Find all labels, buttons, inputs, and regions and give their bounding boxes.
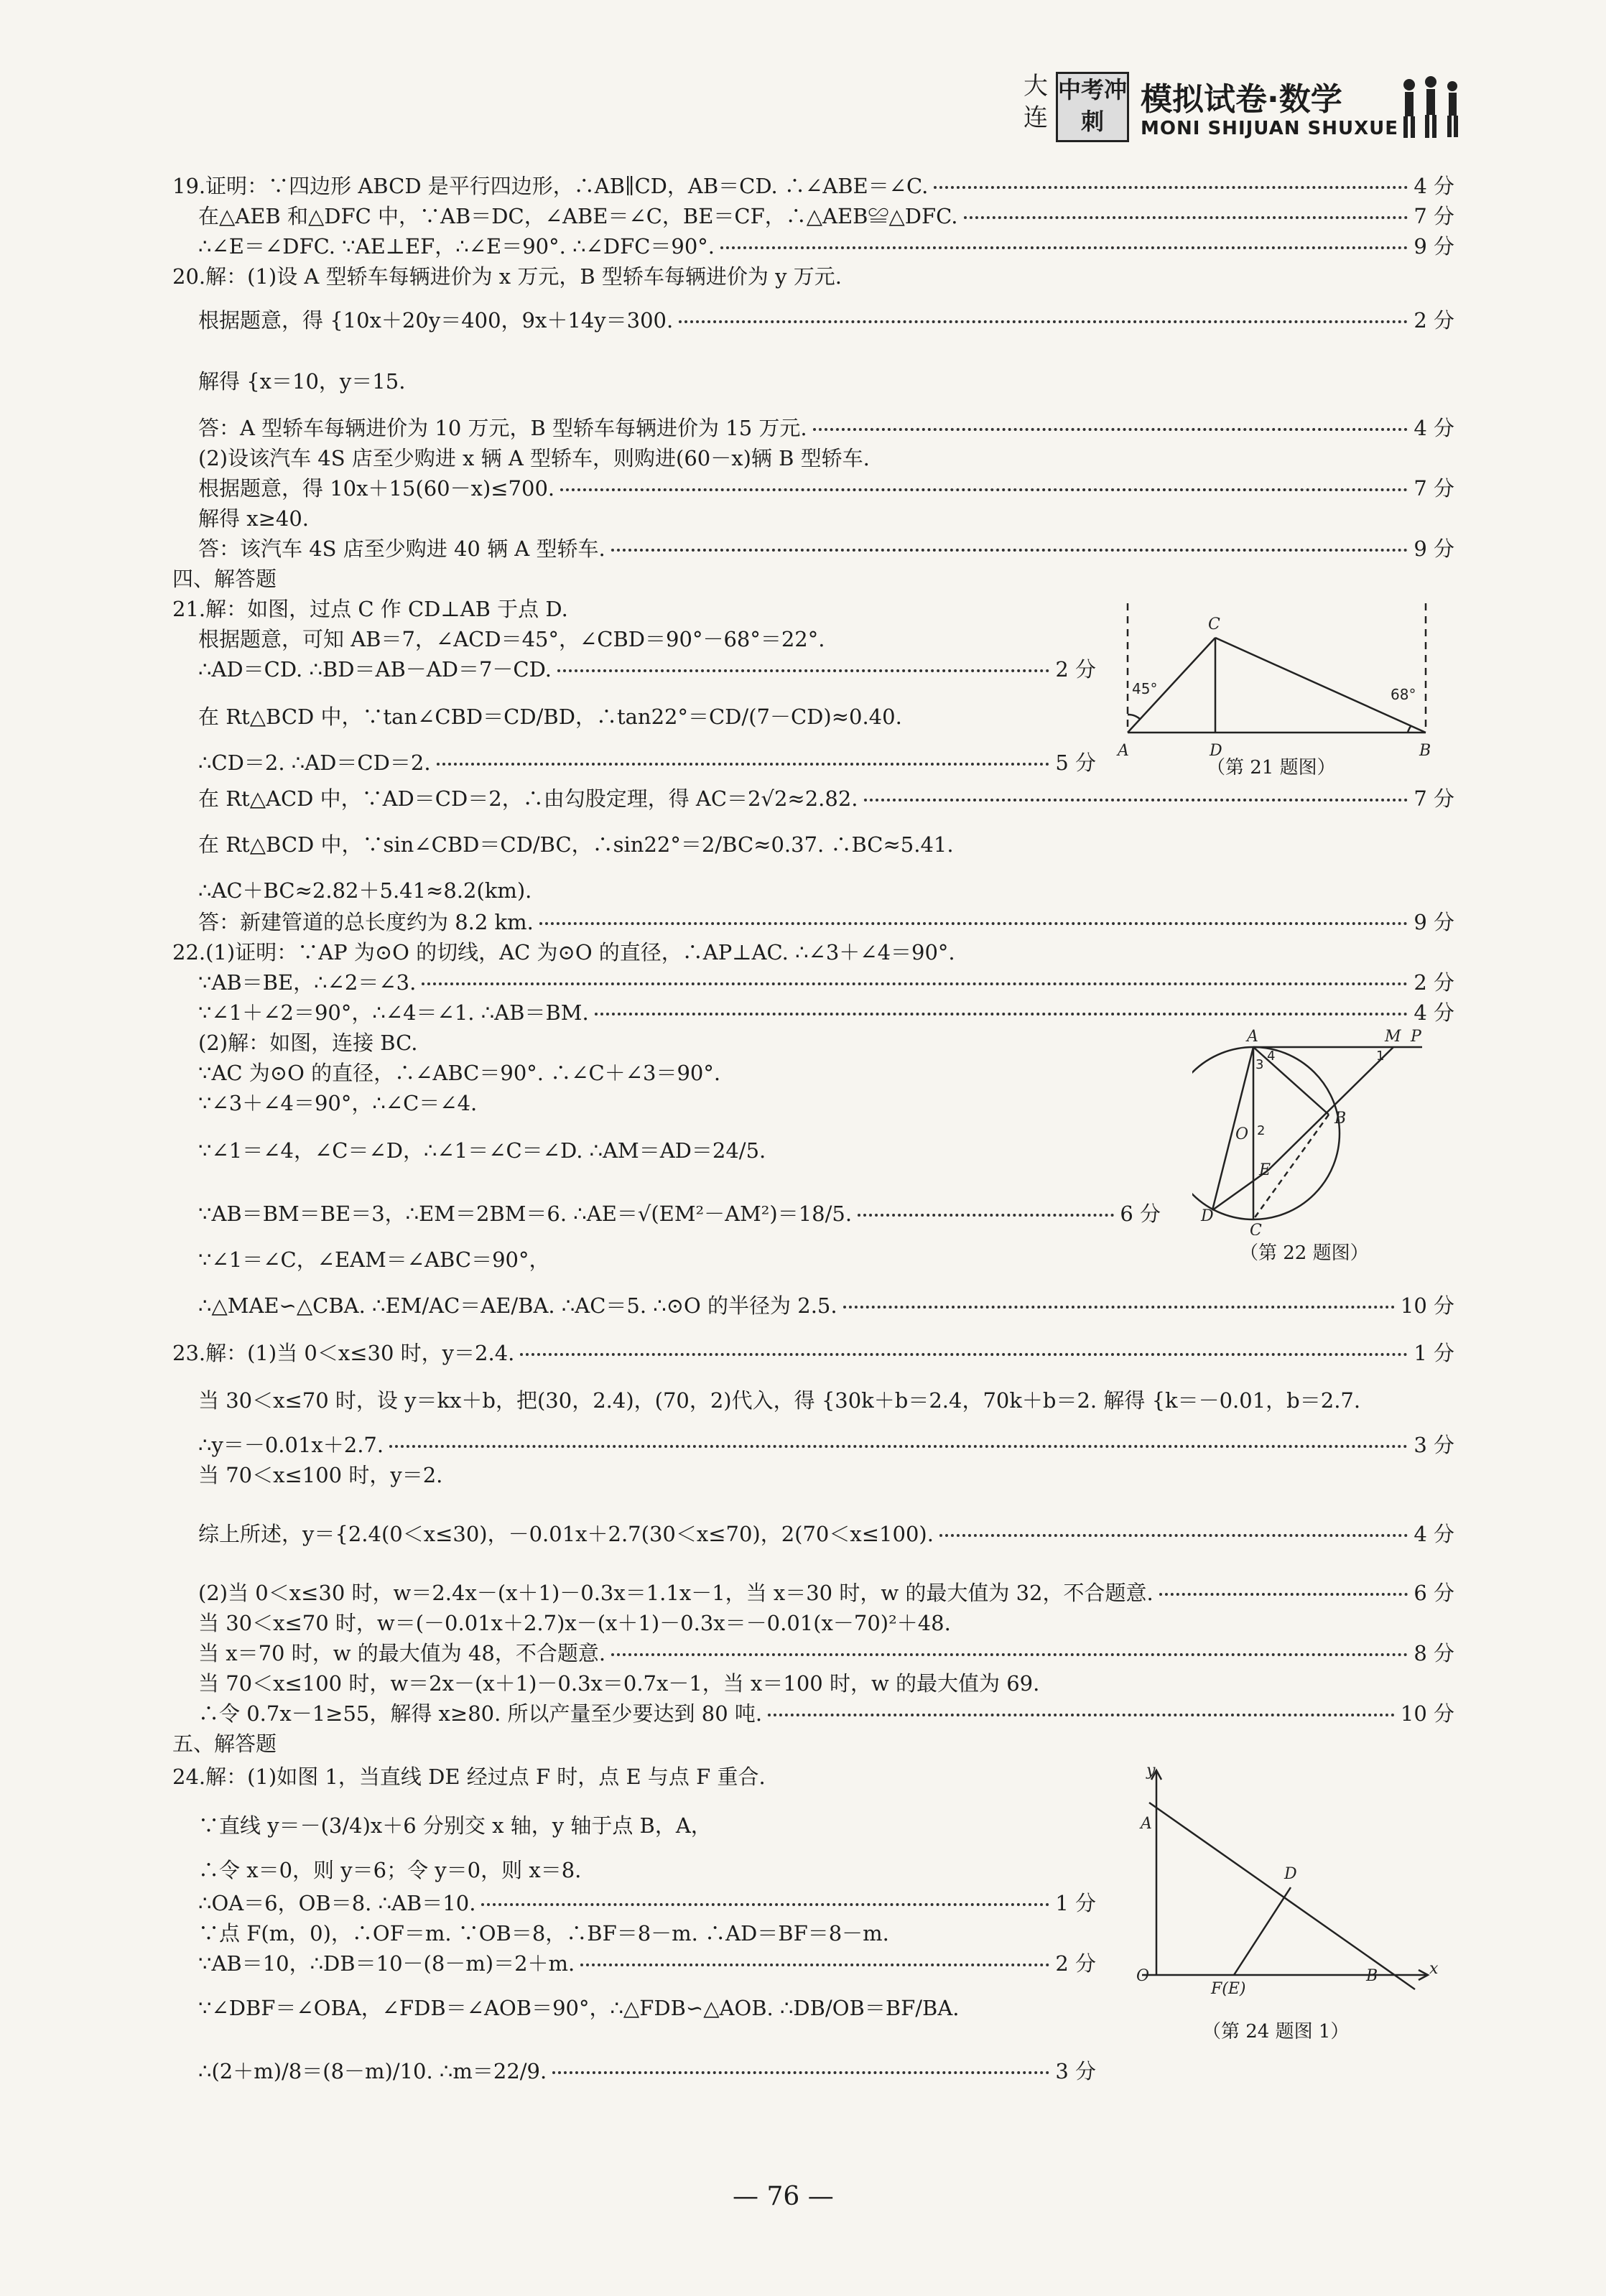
answer-line: 根据题意，得 10x＋15(60－x)≤700. 7 分 xyxy=(198,475,1454,501)
section-heading: 四、解答题 xyxy=(172,566,277,591)
label-a: A xyxy=(1141,1815,1152,1833)
section-heading: 五、解答题 xyxy=(172,1731,277,1756)
label-o: O xyxy=(1136,1967,1150,1985)
segment-fd xyxy=(1234,1887,1291,1975)
answer-line: ∴令 0.7x－1≥55，解得 x≥80. 所以产量至少要达到 80 吨. 10 分 xyxy=(198,1701,1454,1726)
circle-o xyxy=(1192,1047,1340,1219)
label-p: P xyxy=(1411,1028,1421,1046)
answer-line: ∵AB＝BE，∴∠2＝∠3. 2 分 xyxy=(198,970,1454,995)
label-angle-68: 68° xyxy=(1391,686,1416,703)
angle-a-arc xyxy=(1128,715,1141,720)
answer-line: 根据题意，可知 AB＝7，∠ACD＝45°，∠CBD＝90°－68°＝22°. xyxy=(198,626,825,651)
answer-line: ∵AB＝BM＝BE＝3，∴EM＝2BM＝6. ∴AE＝√(EM²－AM²)＝18/5. 6 分 xyxy=(198,1201,1161,1226)
answer-line: 当 30＜x≤70 时，w＝(－0.01x＋2.7)x－(x＋1)－0.3x＝－0.01(x－70)²＋48. xyxy=(198,1610,951,1635)
label-angle-4: 4 xyxy=(1267,1049,1276,1064)
segment-ab xyxy=(1253,1047,1329,1115)
answer-line: ∴AC＋BC≈2.82＋5.41≈8.2(km). xyxy=(198,878,532,903)
label-f: F(E) xyxy=(1211,1980,1246,1997)
answer-line: ∵∠1＝∠4，∠C＝∠D，∴∠1＝∠C＝∠D. ∴AM＝AD＝24/5. xyxy=(198,1138,766,1163)
answer-line: ∵点 F(m，0)，∴OF＝m. ∵OB＝8，∴BF＝8－m. ∴AD＝BF＝8－m. xyxy=(198,1920,889,1946)
answer-line: ∴OA＝6，OB＝8. ∴AB＝10. 1 分 xyxy=(198,1890,1096,1915)
answer-line: (2)当 0＜x≤30 时，w＝2.4x－(x＋1)－0.3x＝1.1x－1，当 x＝30 时，w 的最大值为 32，不合题意. 6 分 xyxy=(198,1580,1454,1605)
line-ab xyxy=(1149,1803,1415,1989)
answer-line: 解得 {x＝10，y＝15. xyxy=(198,368,406,394)
answer-line: 解得 x≥40. xyxy=(198,506,309,531)
answer-line: 24.解：(1)如图 1，当直线 DE 经过点 F 时，点 E 与点 F 重合. xyxy=(172,1764,766,1789)
label-angle-3: 3 xyxy=(1255,1057,1264,1072)
answer-line: (2)设该汽车 4S 店至少购进 x 辆 A 型轿车，则购进(60－x)辆 B 型轿车. xyxy=(198,445,870,470)
answer-line: ∵直线 y＝－(3/4)x＋6 分别交 x 轴，y 轴于点 B，A， xyxy=(198,1813,712,1838)
label-m: M xyxy=(1385,1028,1401,1046)
page-number: — 76 — xyxy=(733,2182,834,2211)
answer-line: 答：该汽车 4S 店至少购进 40 辆 A 型轿车. 9 分 xyxy=(198,536,1454,561)
answer-line: 21.解：如图，过点 C 作 CD⊥AB 于点 D. xyxy=(172,596,568,621)
answer-line: ∴y＝－0.01x＋2.7. 3 分 xyxy=(198,1432,1454,1457)
answer-line: ∴AD＝CD. ∴BD＝AB－AD＝7－CD. 2 分 xyxy=(198,656,1096,682)
figure-22-caption: （第 22 题图） xyxy=(1240,1242,1369,1264)
label-a: A xyxy=(1247,1028,1258,1046)
label-c: C xyxy=(1208,615,1220,633)
answer-line: ∵AB＝10，∴DB＝10－(8－m)＝2＋m. 2 分 xyxy=(198,1951,1096,1976)
segment-me xyxy=(1268,1047,1393,1171)
answer-line: 23.解：(1)当 0＜x≤30 时，y＝2.4. 1 分 xyxy=(172,1340,1454,1365)
label-c: C xyxy=(1250,1222,1262,1235)
label-angle-45: 45° xyxy=(1132,680,1158,697)
answer-line: 答：新建管道的总长度约为 8.2 km. 9 分 xyxy=(198,909,1454,934)
figure-22-diagram xyxy=(1192,1027,1451,1235)
figure-24-diagram xyxy=(1128,1760,1444,1997)
label-a: A xyxy=(1118,742,1129,760)
figure-24-caption: （第 24 题图 1） xyxy=(1202,2021,1350,2042)
label-b: B xyxy=(1419,742,1431,760)
label-angle-1: 1 xyxy=(1376,1049,1385,1064)
answer-line: ∴CD＝2. ∴AD＝CD＝2. 5 分 xyxy=(198,750,1096,775)
answer-line: ∴(2＋m)/8＝(8－m)/10. ∴m＝22/9. 3 分 xyxy=(198,2058,1096,2083)
label-angle-2: 2 xyxy=(1257,1123,1266,1138)
answer-line: 20.解：(1)设 A 型轿车每辆进价为 x 万元，B 型轿车每辆进价为 y 万元. xyxy=(172,264,842,289)
answer-line: ∵∠1＋∠2＝90°，∴∠4＝∠1. ∴AB＝BM. 4 分 xyxy=(198,1000,1454,1025)
label-d: D xyxy=(1201,1207,1214,1225)
label-e: E xyxy=(1259,1161,1271,1179)
answer-line: 当 70＜x≤100 时，w＝2x－(x＋1)－0.3x＝0.7x－1，当 x＝100 时，w 的最大值为 69. xyxy=(198,1670,1040,1696)
answer-line: ∴∠E＝∠DFC. ∵AE⊥EF，∴∠E＝90°. ∴∠DFC＝90°. 9 分 xyxy=(198,233,1454,259)
answer-line: 根据题意，得 {10x＋20y＝400，9x＋14y＝300. 2 分 xyxy=(198,307,1454,333)
figure-21-caption: （第 21 题图） xyxy=(1207,757,1336,778)
answer-line: (2)解：如图，连接 BC. xyxy=(198,1030,418,1055)
angle-b-arc xyxy=(1408,725,1411,733)
label-b: B xyxy=(1335,1110,1347,1128)
answer-line: 19.证明：∵四边形 ABCD 是平行四边形，∴AB∥CD，AB＝CD. ∴∠ABE＝∠C. 4 分 xyxy=(172,173,1454,198)
segment-cb xyxy=(1215,638,1426,733)
answer-line: ∵∠DBF＝∠OBA，∠FDB＝∠AOB＝90°，∴△FDB∽△AOB. ∴DB/OB＝BF/BA. xyxy=(198,1995,960,2020)
answer-line: ∴令 x＝0，则 y＝6；令 y＝0，则 x＝8. xyxy=(198,1857,582,1882)
header-subtitle: MONI SHIJUAN SHUXUE xyxy=(1141,118,1399,139)
answer-line: 22.(1)证明：∵AP 为⊙O 的切线，AC 为⊙O 的直径，∴AP⊥AC. ∴∠3＋∠4＝90°. xyxy=(172,939,955,965)
answer-line: 当 x＝70 时，w 的最大值为 48，不合题意. 8 分 xyxy=(198,1640,1454,1665)
answer-line: 答：A 型轿车每辆进价为 10 万元，B 型轿车每辆进价为 15 万元. 4 分 xyxy=(198,415,1454,440)
label-d: D xyxy=(1284,1865,1297,1883)
label-o: O xyxy=(1235,1125,1249,1143)
header-city: 大连 xyxy=(1024,72,1048,132)
answer-line: 在△AEB 和△DFC 中，∵AB＝DC，∠ABE＝∠C，BE＝CF，∴△AEB≌△DFC. 7 分 xyxy=(198,203,1454,228)
answer-line: 当 70＜x≤100 时，y＝2. xyxy=(198,1462,443,1487)
header-title: 模拟试卷·数学 xyxy=(1141,81,1342,118)
label-y: y xyxy=(1146,1762,1156,1780)
label-b: B xyxy=(1366,1967,1378,1985)
answer-line: ∵AC 为⊙O 的直径，∴∠ABC＝90°. ∴∠C＋∠3＝90°. xyxy=(198,1060,721,1085)
answer-line: 在 Rt△ACD 中，∵AD＝CD＝2，∴由勾股定理，得 AC＝2√2≈2.82. 7 分 xyxy=(198,786,1454,811)
answer-line: 当 30＜x≤70 时，设 y＝kx＋b，把(30，2.4)，(70，2)代入，得 {30k＋b＝2.4，70k＋b＝2. 解得 {k＝－0.01，b＝2.7. xyxy=(198,1388,1361,1413)
label-x: x xyxy=(1429,1960,1439,1978)
header-box-label: 中考冲刺 xyxy=(1056,72,1129,142)
answer-line: ∵∠3＋∠4＝90°，∴∠C＝∠4. xyxy=(198,1090,478,1115)
answer-line: 综上所述，y＝{2.4(0＜x≤30)，－0.01x＋2.7(30＜x≤70)，2(70＜x≤100). 4 分 xyxy=(198,1521,1454,1546)
label-d: D xyxy=(1210,742,1222,760)
answer-line: 在 Rt△BCD 中，∵tan∠CBD＝CD/BD，∴tan22°＝CD/(7－CD)≈0.40. xyxy=(198,704,902,729)
answer-line: 在 Rt△BCD 中，∵sin∠CBD＝CD/BC，∴sin22°＝2/BC≈0.37. ∴BC≈5.41. xyxy=(198,832,954,857)
answer-line: ∴△MAE∽△CBA. ∴EM/AC＝AE/BA. ∴AC＝5. ∴⊙O 的半径为 2.5. 10 分 xyxy=(198,1293,1454,1318)
answer-line: ∵∠1＝∠C，∠EAM＝∠ABC＝90°， xyxy=(198,1247,550,1272)
